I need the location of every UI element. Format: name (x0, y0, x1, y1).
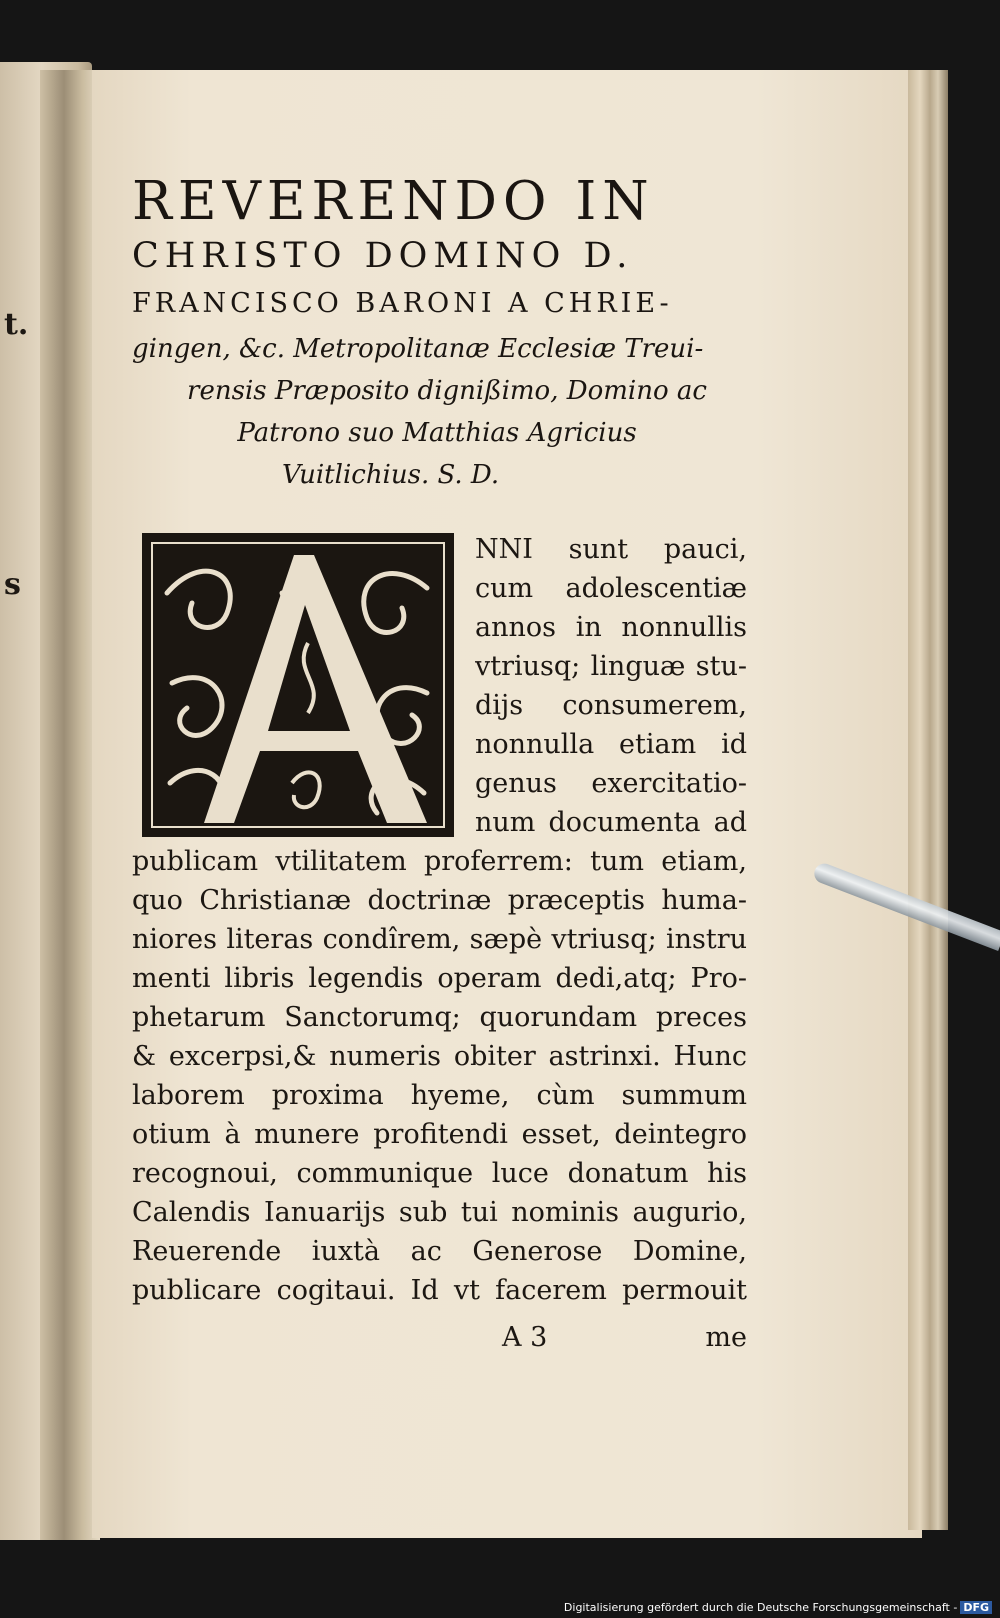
heading-line-6: Patrono suo Matthias Agricius (237, 418, 637, 448)
text-line: nonnulla etiam id (475, 729, 747, 760)
text-line: publicam vtilitatem proferrem: tum etiam, (132, 846, 747, 877)
text-line: recognoui, communique luce donatum his (132, 1158, 747, 1189)
text-line: annos in nonnullis (475, 612, 747, 643)
heading-line-7: Vuitlichius. S. D. (282, 460, 500, 490)
text-line: phetarum Sanctorumq; quorundam preces (132, 1002, 747, 1033)
dfg-logo: DFG (960, 1601, 992, 1614)
catchword: me (705, 1322, 747, 1353)
heading-line-4: gingen, &c. Metropolitanæ Ecclesiæ Treui- (132, 334, 704, 364)
text-line: niores literas condîrem, sæpè vtriusq; instru (132, 924, 747, 955)
text-line: num documenta ad (475, 807, 747, 838)
heading-line-3: FRANCISCO BARONI A CHRIE- (132, 288, 673, 319)
text-line: publicare cogitaui. Id vt facerem permouit (132, 1275, 747, 1306)
heading-line-1: REVERENDO IN (132, 171, 655, 232)
text-line: cum adolescentiæ (475, 573, 747, 604)
heading-line-2: CHRISTO DOMINO D. (132, 236, 634, 276)
text-line: Calendis Ianuarijs sub tui nominis augurio, (132, 1197, 747, 1228)
text-line: dijs consumerem, (475, 690, 747, 721)
text-line: genus exercitatio- (475, 768, 747, 799)
text-line: otium à munere profitendi esset, deintegro (132, 1119, 747, 1150)
left-page-mark: t. (4, 307, 29, 342)
text-line: menti libris legendis operam dedi,atq; Pro- (132, 963, 747, 994)
book-gutter (40, 70, 100, 1540)
text-line: quo Christianæ doctrinæ præceptis huma- (132, 885, 747, 916)
dedication-heading (132, 172, 742, 496)
left-page-mark: s (4, 567, 21, 602)
body-text (132, 530, 747, 1310)
signature-mark: A 3 (502, 1322, 548, 1353)
heading-line-5: rensis Præposito dignißimo, Domino ac (187, 376, 707, 406)
credit-text: Digitalisierung gefördert durch die Deutsche Forschungsgemeinschaft - (563, 1601, 958, 1614)
text-line: & excerpsi,& numeris obiter astrinxi. Hunc (132, 1041, 747, 1072)
text-line: vtriusq; linguæ stu- (475, 651, 747, 682)
digitization-credit (564, 1601, 992, 1614)
text-line: laborem proxima hyeme, cùm summum (132, 1080, 747, 1111)
text-line: Reuerende iuxtà ac Generose Domine, (132, 1236, 747, 1267)
page-edges (908, 70, 948, 1530)
text-line: NNI sunt pauci, (475, 534, 747, 565)
